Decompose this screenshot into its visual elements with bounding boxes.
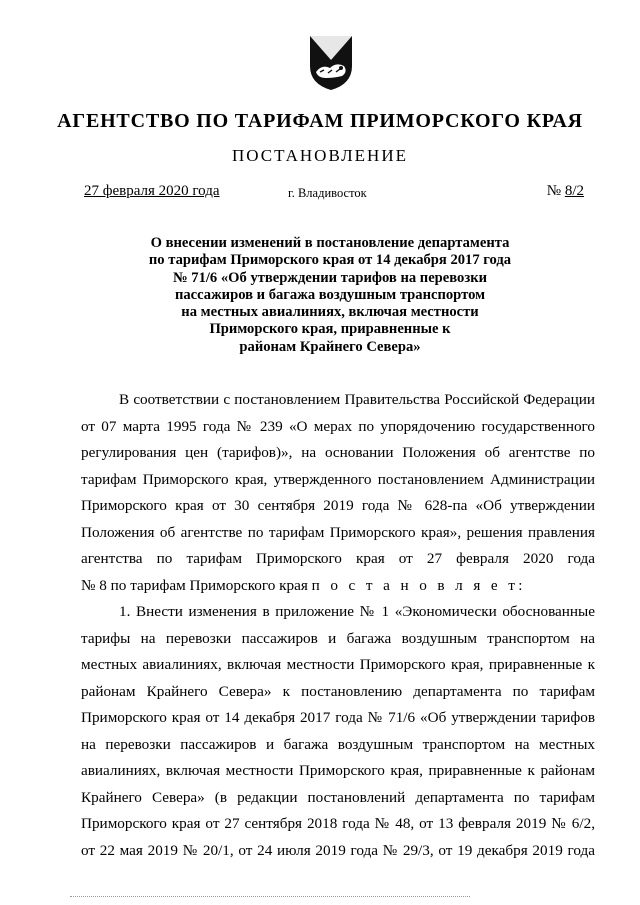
decree-word: п о с т а н о в л я е т: bbox=[311, 576, 526, 594]
title-line: Приморского края, приравненные к bbox=[209, 321, 451, 338]
document-type: ПОСТАНОВЛЕНИЕ bbox=[231, 146, 408, 165]
title-line: на местных авиалиниях, включая местности bbox=[181, 304, 479, 321]
body-line: авиалиниях, включая местности Приморского края, приравненные к районам bbox=[81, 762, 595, 779]
body-line-decree-text: № 8 по тарифам Приморского края bbox=[81, 576, 308, 594]
body-line: от 07 марта 1995 года № 239 «О мерах по упорядочению государственного bbox=[81, 417, 595, 435]
body-line: тарифам Приморского края, утвержденного постановлением Администрации bbox=[81, 470, 595, 488]
body-line-decree bbox=[81, 573, 595, 600]
document-number bbox=[547, 183, 584, 200]
body-line: регулирования цен (тарифов)», на основании Положения об агентстве по bbox=[81, 444, 595, 461]
title-line: пассажиров и багажа воздушным транспортом bbox=[174, 286, 486, 303]
document-body bbox=[81, 387, 595, 864]
title-line: О внесении изменений в постановление департамента bbox=[150, 235, 510, 251]
body-line: районам Крайнего Севера» к постановлению департамента по тарифам bbox=[81, 682, 595, 700]
body-line: В соответствии с постановлением Правительства Российской Федерации bbox=[119, 391, 595, 408]
agency-name: АГЕНТСТВО ПО ТАРИФАМ ПРИМОРСКОГО КРАЯ bbox=[57, 110, 583, 132]
body-line: 1. Внести изменения в приложение № 1 «Экономически обоснованные bbox=[119, 603, 595, 620]
scan-edge-dots bbox=[70, 896, 470, 899]
body-line: Положения об агентстве по тарифам Приморского края», решения правления bbox=[81, 523, 595, 541]
body-line: на перевозки пассажиров и багажа воздушным транспортом на местных bbox=[81, 735, 595, 753]
body-line: от 22 мая 2019 № 20/1, от 24 июля 2019 года № 29/3, от 19 декабря 2019 года bbox=[81, 841, 595, 859]
document-number-value: 8/2 bbox=[564, 183, 584, 199]
document-number-prefix: № bbox=[546, 183, 565, 199]
body-line: агентства по тарифам Приморского края от 27 февраля 2020 года bbox=[81, 550, 595, 567]
title-line: № 71/6 «Об утверждении тарифов на перевозки bbox=[172, 269, 488, 286]
title-line: по тарифам Приморского края от 14 декабря 2017 года bbox=[148, 252, 512, 269]
body-line: Приморского края от 14 декабря 2017 года № 71/6 «Об утверждении тарифов bbox=[81, 709, 595, 726]
document-title bbox=[90, 235, 570, 356]
body-line: тарифы на перевозки пассажиров и багажа воздушным транспортом на bbox=[81, 629, 595, 647]
coat-of-arms-icon bbox=[306, 32, 356, 92]
body-line: Приморского края от 30 сентября 2019 года № 628-па «Об утверждении bbox=[81, 497, 595, 514]
body-line: Приморского края от 27 сентября 2018 года № 48, от 13 февраля 2019 № 6/2, bbox=[81, 815, 595, 832]
body-line: местных авиалиниях, включая местности Приморского края, приравненные к bbox=[81, 656, 595, 673]
document-city: г. Владивосток bbox=[288, 186, 367, 200]
document-date: 27 февраля 2020 года bbox=[84, 183, 220, 199]
body-line: Крайнего Севера» (в редакции постановлений департамента по тарифам bbox=[81, 788, 595, 806]
title-line: районам Крайнего Севера» bbox=[239, 338, 421, 355]
